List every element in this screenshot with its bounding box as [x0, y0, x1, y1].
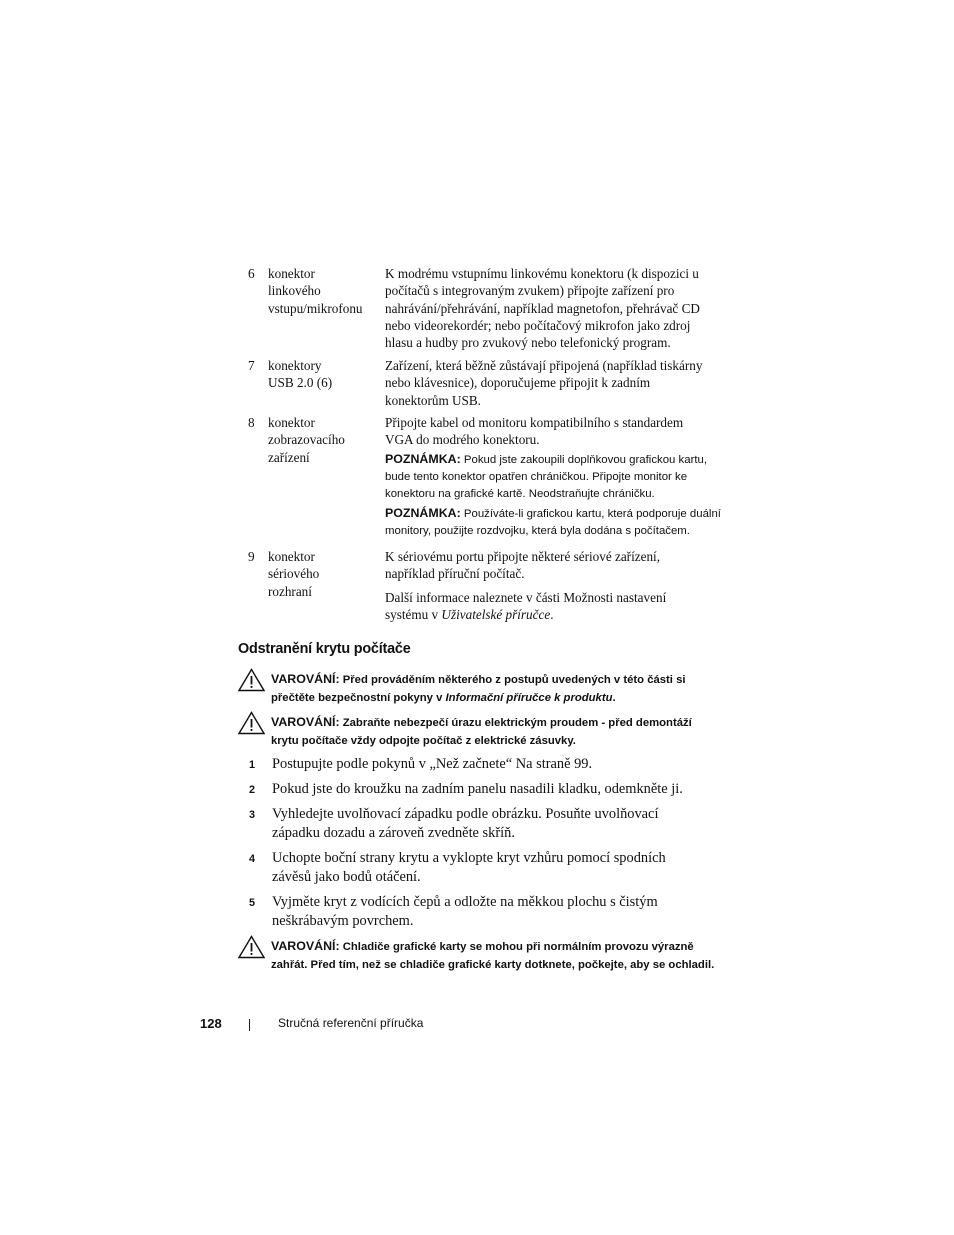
- step-line: Vyhledejte uvolňovací západku podle obrázku. Posuňte uvolňovací: [272, 806, 659, 822]
- connector-row-7: [244, 357, 744, 414]
- step-text: [272, 893, 727, 931]
- steps-list: [247, 755, 727, 931]
- step-number: 2: [249, 784, 256, 796]
- warning-icon: [238, 668, 265, 692]
- warning-line: .: [612, 692, 616, 705]
- connector-name-line: konektor: [268, 266, 315, 281]
- connector-number: 9: [248, 549, 255, 564]
- step-text: [272, 780, 727, 799]
- warning-block: [238, 713, 748, 751]
- description-line: [385, 606, 737, 623]
- warning-line: Chladiče grafické karty se mohou při normálním provozu výrazně: [342, 941, 694, 953]
- step-line: neškrábavým povrchem.: [272, 913, 414, 929]
- connector-description: [385, 357, 737, 409]
- step-item: [247, 849, 727, 887]
- warning-line: přečtěte bezpečnostní pokyny v: [271, 692, 446, 705]
- step-line: Vyjměte kryt z vodících čepů a odložte na měkkou plochu s čistým: [272, 894, 658, 910]
- warning-line: krytu počítače vždy odpojte počítač z elektrické zásuvky.: [271, 735, 576, 748]
- warning-label: VAROVÁNÍ:: [271, 672, 340, 686]
- connector-number: 6: [248, 266, 255, 281]
- description-text: systému v: [385, 606, 442, 622]
- connector-name-line: vstupu/mikrofonu: [268, 300, 363, 316]
- warning-line: zahřát. Před tím, než se chladiče grafické karty dotknete, počkejte, aby se ochladil.: [271, 959, 715, 972]
- description-line: hlasu a hudby pro zvukový nebo telefonický program.: [385, 335, 671, 351]
- warning-icon: [238, 711, 265, 735]
- connector-name-line: sériového: [268, 566, 320, 582]
- note-text: bude tento konektor opatřen chráničkou. Připojte monitor ke: [385, 470, 688, 483]
- description-line: Další informace naleznete v části Možnosti nastavení: [385, 589, 667, 605]
- connector-table: [244, 265, 744, 623]
- warning-label: VAROVÁNÍ:: [271, 715, 340, 729]
- connector-name: [268, 265, 380, 317]
- warning-block: [238, 937, 748, 975]
- note: [385, 451, 737, 504]
- warning-icon: [238, 935, 265, 959]
- note-text: monitory, použijte rozdvojku, která byla dodána s počítačem.: [385, 525, 690, 538]
- description-line: počítačů s integrovaným zvukem) připojte zařízení pro: [385, 283, 675, 299]
- manual-reference: Uživatelské příručce: [441, 606, 551, 622]
- connector-name: [268, 548, 380, 600]
- note-text: Pokud jste zakoupili doplňkovou grafickou kartu,: [463, 453, 708, 466]
- description-line: nahrávání/přehrávání, například magnetofon, přehrávač CD: [385, 300, 700, 316]
- connector-name-line: zařízení: [268, 449, 310, 465]
- connector-name: [268, 414, 380, 466]
- description-line: konektorům USB.: [385, 392, 481, 408]
- warning-text: [271, 937, 748, 975]
- description-text: .: [550, 606, 554, 622]
- footer-divider: [249, 1019, 250, 1031]
- connector-name: [268, 357, 380, 392]
- connector-name-line: linkového: [268, 283, 321, 299]
- step-text: [272, 755, 727, 774]
- description-line: K sériovému portu připojte některé sériové zařízení,: [385, 549, 660, 564]
- step-line: Postupujte podle pokynů v „Než začnete“ Na straně 99.: [272, 756, 593, 772]
- step-line: závěsů jako bodů otáčení.: [272, 869, 421, 885]
- description-line: K modrému vstupnímu linkovému konektoru (k dispozici u: [385, 266, 699, 281]
- description-line: Zařízení, která běžně zůstávají připojená (například tiskárny: [385, 358, 703, 373]
- connector-number: 7: [248, 358, 255, 373]
- description-line: Připojte kabel od monitoru kompatibilního s standardem: [385, 415, 684, 430]
- step-item: [247, 755, 727, 774]
- description-line: VGA do modrého konektoru.: [385, 432, 540, 448]
- connector-description: [385, 548, 737, 623]
- connector-row-9: [244, 548, 744, 623]
- note-label: POZNÁMKA:: [385, 506, 461, 521]
- step-number: 3: [249, 809, 256, 821]
- connector-row-6: [244, 265, 744, 357]
- note: [385, 505, 737, 540]
- note-text: Používáte-li grafickou kartu, která podporuje duální: [463, 508, 721, 521]
- step-item: [247, 805, 727, 843]
- warning-line: Před prováděním některého z postupů uvedených v této části si: [342, 674, 686, 686]
- warning-text: [271, 713, 748, 751]
- step-line: Pokud jste do kroužku na zadním panelu nasadili kladku, odemkněte ji.: [272, 781, 683, 797]
- connector-name-line: rozhraní: [268, 583, 312, 599]
- step-line: Uchopte boční strany krytu a vyklopte kryt vzhůru pomocí spodních: [272, 850, 666, 866]
- section-title: Odstranění krytu počítače: [238, 641, 411, 657]
- description-line: například příruční počítač.: [385, 566, 525, 582]
- step-text: [272, 805, 727, 843]
- note-text: konektoru na grafické kartě. Neodstraňujte chráničku.: [385, 488, 655, 500]
- connector-description: [385, 414, 737, 541]
- connector-name-line: konektory: [268, 358, 322, 373]
- step-line: západku dozadu a zároveň zvedněte skříň.: [272, 825, 515, 841]
- footer-title: Stručná referenční příručka: [278, 1016, 424, 1030]
- connector-number: 8: [248, 415, 255, 430]
- page-number: 128: [200, 1016, 222, 1031]
- description-line: nebo videorekordér; nebo počítačový mikrofon jako zdroj: [385, 317, 691, 333]
- connector-row-8: [244, 414, 744, 548]
- connector-name-line: USB 2.0 (6): [268, 375, 333, 391]
- step-number: 5: [249, 897, 256, 909]
- description-line: nebo klávesnice), doporučujeme připojit k zadním: [385, 375, 651, 391]
- warning-line: Zabraňte nebezpečí úrazu elektrickým proudem - před demontáží: [342, 717, 692, 729]
- warning-text: [271, 670, 748, 708]
- connector-description: [385, 265, 737, 351]
- note-label: POZNÁMKA:: [385, 451, 461, 466]
- step-number: 1: [249, 759, 256, 771]
- warning-block: [238, 670, 748, 708]
- connector-name-line: konektor: [268, 549, 315, 564]
- connector-name-line: zobrazovacího: [268, 432, 345, 448]
- manual-reference: Informační příručce k produktu: [445, 692, 613, 705]
- step-number: 4: [249, 853, 256, 865]
- connector-name-line: konektor: [268, 415, 315, 430]
- step-item: [247, 780, 727, 799]
- step-text: [272, 849, 727, 887]
- warning-label: VAROVÁNÍ:: [271, 939, 340, 953]
- step-item: [247, 893, 727, 931]
